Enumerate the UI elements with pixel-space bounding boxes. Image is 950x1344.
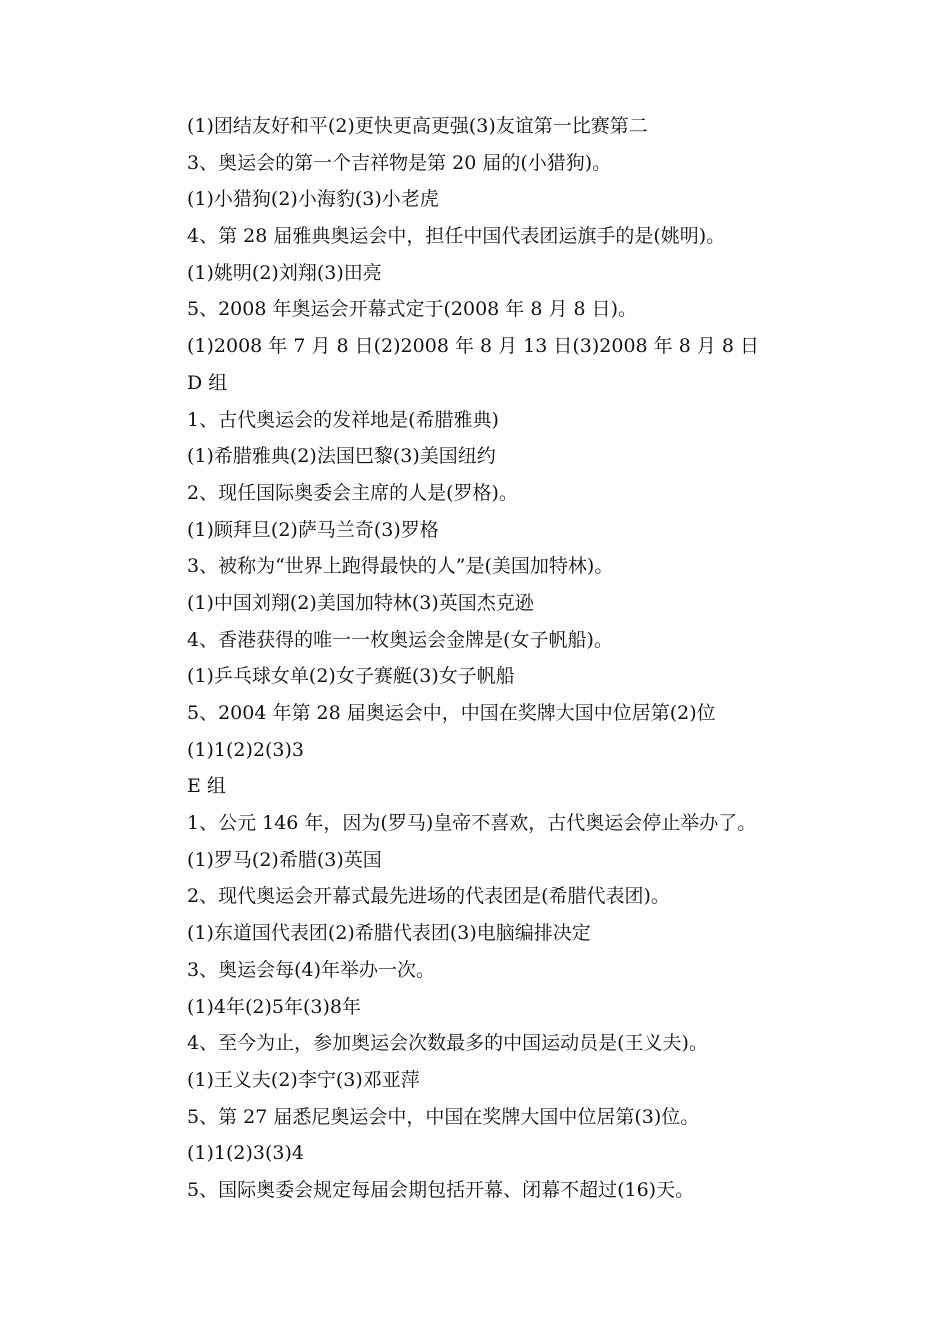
options-line: (1)1(2)2(3)3 bbox=[187, 738, 305, 761]
options-line: (1)罗马(2)希腊(3)英国 bbox=[187, 848, 382, 871]
question-line: 5、国际奥委会规定每届会期包括开幕、闭幕不超过(16)天。 bbox=[187, 1178, 695, 1201]
question-line: 5、第 27 届悉尼奥运会中，中国在奖牌大国中位居第(3)位。 bbox=[187, 1105, 700, 1128]
question-line: 4、至今为止，参加奥运会次数最多的中国运动员是(王义夫)。 bbox=[187, 1032, 708, 1055]
options-line: (1)顾拜旦(2)萨马兰奇(3)罗格 bbox=[187, 518, 439, 541]
question-line: 4、香港获得的唯一一枚奥运会金牌是(女子帆船)。 bbox=[187, 628, 613, 651]
question-line: 1、古代奥运会的发祥地是(希腊雅典) bbox=[187, 408, 499, 431]
options-line: (1)1(2)3(3)4 bbox=[187, 1142, 305, 1165]
question-line: 2、现代奥运会开幕式最先进场的代表团是(希腊代表团)。 bbox=[187, 885, 670, 908]
options-line: (1)东道国代表团(2)希腊代表团(3)电脑编排决定 bbox=[187, 922, 591, 945]
group-heading: E 组 bbox=[187, 775, 226, 798]
question-line: 3、奥运会每(4)年举办一次。 bbox=[187, 958, 436, 981]
options-line: (1)小猎狗(2)小海豹(3)小老虎 bbox=[187, 188, 439, 211]
question-line: 5、2008 年奥运会开幕式定于(2008 年 8 月 8 日)。 bbox=[187, 298, 638, 321]
question-line: 2、现任国际奥委会主席的人是(罗格)。 bbox=[187, 481, 518, 504]
options-line: (1)姚明(2)刘翔(3)田亮 bbox=[187, 261, 382, 284]
options-line: (1)中国刘翔(2)美国加特林(3)英国杰克逊 bbox=[187, 591, 534, 614]
question-line: 3、被称为“世界上跑得最快的人”是(美国加特林)。 bbox=[187, 555, 614, 578]
options-line: (1)乒乓球女单(2)女子赛艇(3)女子帆船 bbox=[187, 665, 515, 688]
question-line: 5、2004 年第 28 届奥运会中，中国在奖牌大国中位居第(2)位 bbox=[187, 702, 716, 724]
question-line: 1、公元 146 年，因为(罗马)皇帝不喜欢，古代奥运会停止举办了。 bbox=[187, 812, 757, 835]
options-line: (1)4年(2)5年(3)8年 bbox=[187, 995, 362, 1018]
question-line: 4、第 28 届雅典奥运会中，担任中国代表团运旗手的是(姚明)。 bbox=[187, 225, 726, 248]
options-line: (1)希腊雅典(2)法国巴黎(3)美国纽约 bbox=[187, 445, 496, 468]
document-body bbox=[187, 108, 907, 1209]
text-line: (1)团结友好和平(2)更快更高更强(3)友谊第一比赛第二 bbox=[187, 115, 648, 137]
options-line: (1)王义夫(2)李宁(3)邓亚萍 bbox=[187, 1068, 420, 1091]
question-line: 3、奥运会的第一个吉祥物是第 20 届的(小猎狗)。 bbox=[187, 151, 612, 174]
options-line: (1)2008 年 7 月 8 日(2)2008 年 8 月 13 日(3)2008 年 8 月 8 日 bbox=[187, 335, 760, 358]
group-heading: D 组 bbox=[187, 371, 228, 394]
